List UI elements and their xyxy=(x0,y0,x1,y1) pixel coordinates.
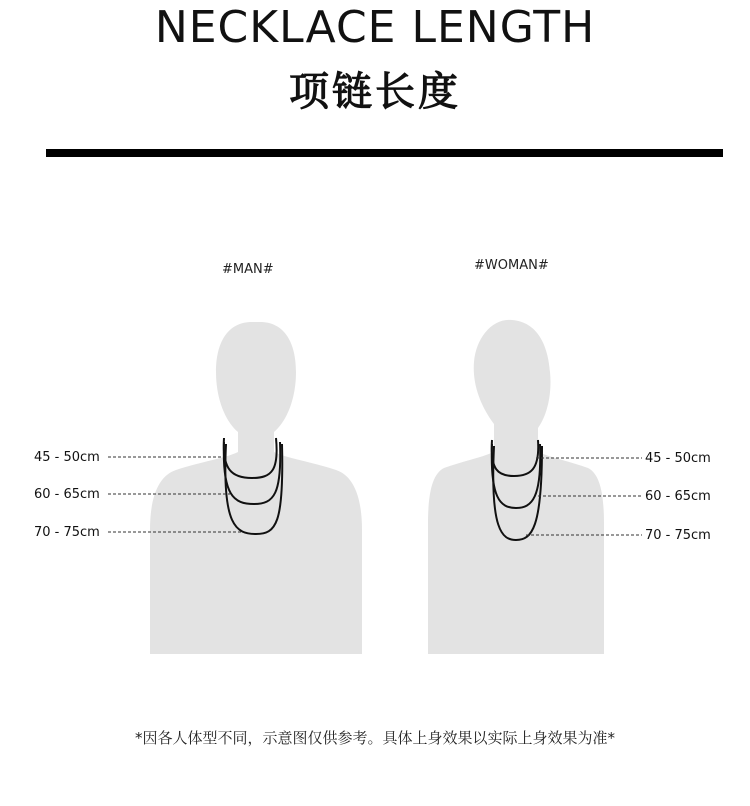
man-length-45-50: 45 - 50cm xyxy=(34,450,100,465)
man-length-60-65: 60 - 65cm xyxy=(34,487,100,502)
woman-length-60-65: 60 - 65cm xyxy=(645,489,711,504)
woman-length-45-50: 45 - 50cm xyxy=(645,451,711,466)
woman-figure-label: #WOMAN# xyxy=(474,258,549,273)
woman-length-70-75: 70 - 75cm xyxy=(645,528,711,543)
title-chinese: 项链长度 xyxy=(289,69,461,115)
man-figure-label: #MAN# xyxy=(222,262,274,277)
man-length-70-75: 70 - 75cm xyxy=(34,525,100,540)
man-silhouette xyxy=(150,322,362,654)
disclaimer-footnote: *因各人体型不同，示意图仅供参考。具体上身效果以实际上身效果为准* xyxy=(134,729,615,747)
woman-silhouette xyxy=(428,320,604,654)
title-english: NECKLACE LENGTH xyxy=(154,2,596,53)
